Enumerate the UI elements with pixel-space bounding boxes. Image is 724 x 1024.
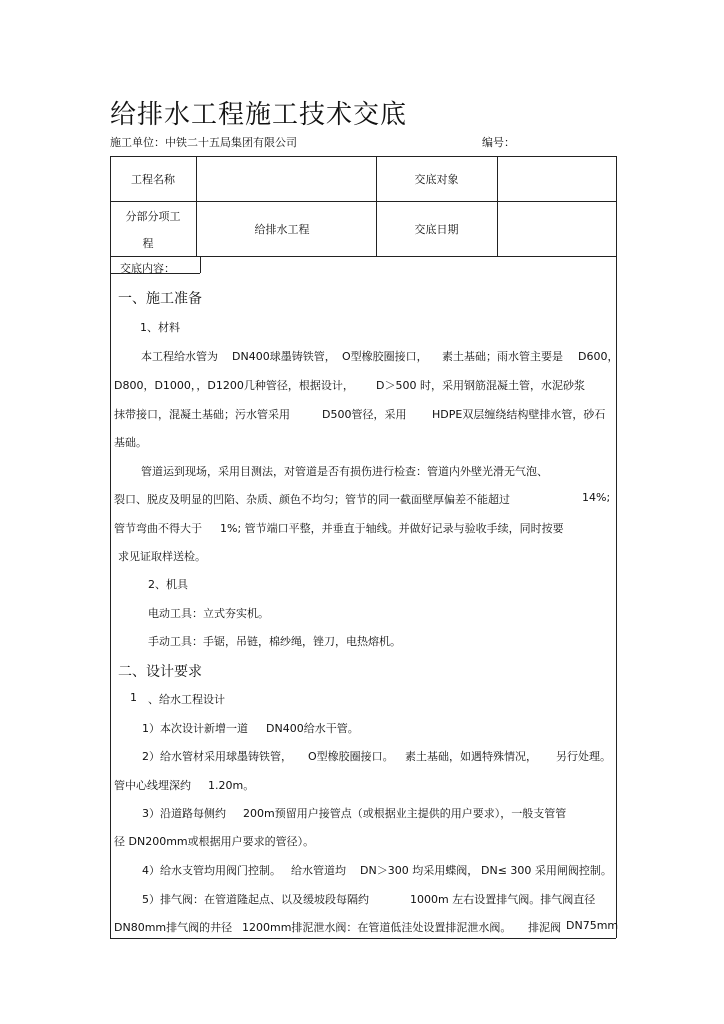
text: DN≤ 300 采用闸阀控制。	[481, 864, 612, 877]
text: 本工程给水管为	[141, 350, 218, 363]
text: 1.20m。	[208, 779, 255, 792]
table-col-divider-3	[497, 156, 498, 256]
table-row-divider-1	[110, 201, 616, 202]
text: O型橡胶圈接口。	[308, 750, 394, 763]
text: D＞500 时，采用钢筋混凝土管，水泥砂浆	[376, 379, 585, 392]
text: DN80mm排气阀的井径	[114, 921, 233, 934]
text: D500管径，采用	[322, 408, 407, 421]
briefing-target-label: 交底对象	[414, 173, 459, 186]
text: 素土基础，如遇特殊情况，	[405, 750, 537, 763]
subproject-label-line1: 分部分项工	[125, 210, 181, 223]
text: DN＞300 均采用蝶阀，	[360, 864, 479, 877]
text: HDPE双层缠绕结构壁排水管，砂石	[432, 408, 606, 421]
text: 素土基础；雨水管主要是	[442, 350, 563, 363]
text: 另行处理。	[556, 750, 611, 763]
table-right-border	[616, 156, 617, 938]
text: 手动工具：手锯，吊链，棉纱绳，锉刀，电热熔机。	[148, 635, 401, 648]
project-name-label: 工程名称	[131, 173, 175, 186]
serial-number-label: 编号：	[482, 136, 515, 149]
content-label: 交底内容：	[120, 262, 175, 275]
text: D800，D1000，，D1200几种管径，根据设计，	[114, 379, 354, 392]
text: 求见证取样送检。	[118, 550, 206, 563]
text: 1000m 左右设置排气阀。排气阀直径	[410, 893, 596, 906]
construction-unit: 施工单位：中铁二十五局集团有限公司	[110, 136, 297, 149]
text: 管节弯曲不得大于	[114, 522, 202, 535]
table-top-border	[110, 156, 616, 157]
text: 1	[130, 691, 137, 704]
text: DN75mm	[566, 919, 619, 932]
section-heading-preparation: 一、施工准备	[118, 291, 202, 307]
table-col-divider-1	[196, 156, 197, 256]
text: 管中心线埋深约	[114, 779, 191, 792]
text: 4）给水支管均用阀门控制。	[142, 864, 281, 877]
text: O型橡胶圈接口，	[342, 350, 428, 363]
section-heading-design: 二、设计要求	[118, 664, 202, 680]
text: 电动工具：立式夯实机。	[148, 607, 269, 620]
text: 1）本次设计新增一道	[142, 722, 248, 735]
subheading-materials: 1、材料	[140, 321, 180, 334]
text: 2）给水管材采用球墨铸铁管，	[142, 750, 292, 763]
text: 排泥阀	[528, 921, 561, 934]
text: 3）沿道路每侧约	[142, 807, 226, 820]
text: 裂口、脱皮及明显的凹陷、杂质、颜色不均匀；管节的同一截面壁厚偏差不能超过	[114, 493, 510, 506]
text: DN400球墨铸铁管，	[232, 350, 336, 363]
text: 径 DN200mm或根据用户要求的管径）。	[114, 835, 315, 848]
text: 基础。	[114, 436, 147, 449]
subheading-equipment: 2、机具	[148, 578, 188, 591]
text: 抹带接口，混凝土基础；污水管采用	[114, 408, 290, 421]
text: DN400给水干管。	[266, 722, 359, 735]
text: 1%; 管节端口平整，并垂直于轴线。并做好记录与验收手续，同时按要	[220, 522, 564, 535]
text: D600，	[578, 350, 619, 363]
table-bottom-border	[110, 938, 616, 939]
text: 200m预留用户接管点（或根据业主提供的用户要求），一般支管管	[243, 807, 567, 820]
subproject-label-line2: 程	[142, 237, 154, 250]
document-title: 给排水工程施工技术交底	[110, 100, 408, 130]
briefing-date-label: 交底日期	[414, 223, 459, 236]
subheading-water-supply-design: 、给水工程设计	[148, 693, 225, 706]
subproject-value: 给排水工程	[254, 223, 310, 236]
text: 1200mm排泥泄水阀：在管道低洼处设置排泥泄水阀。	[242, 921, 512, 934]
content-label-box-right	[200, 256, 201, 273]
table-row-divider-2	[110, 256, 616, 257]
text: 管道运到现场，采用目测法，对管道是否有损伤进行检查：管道内外壁光滑无气泡、	[141, 465, 548, 478]
text: 5）排气阀：在管道隆起点、以及缓坡段每隔约	[142, 893, 369, 906]
text: 14%;	[582, 491, 611, 504]
text: 给水管道均	[291, 864, 346, 877]
